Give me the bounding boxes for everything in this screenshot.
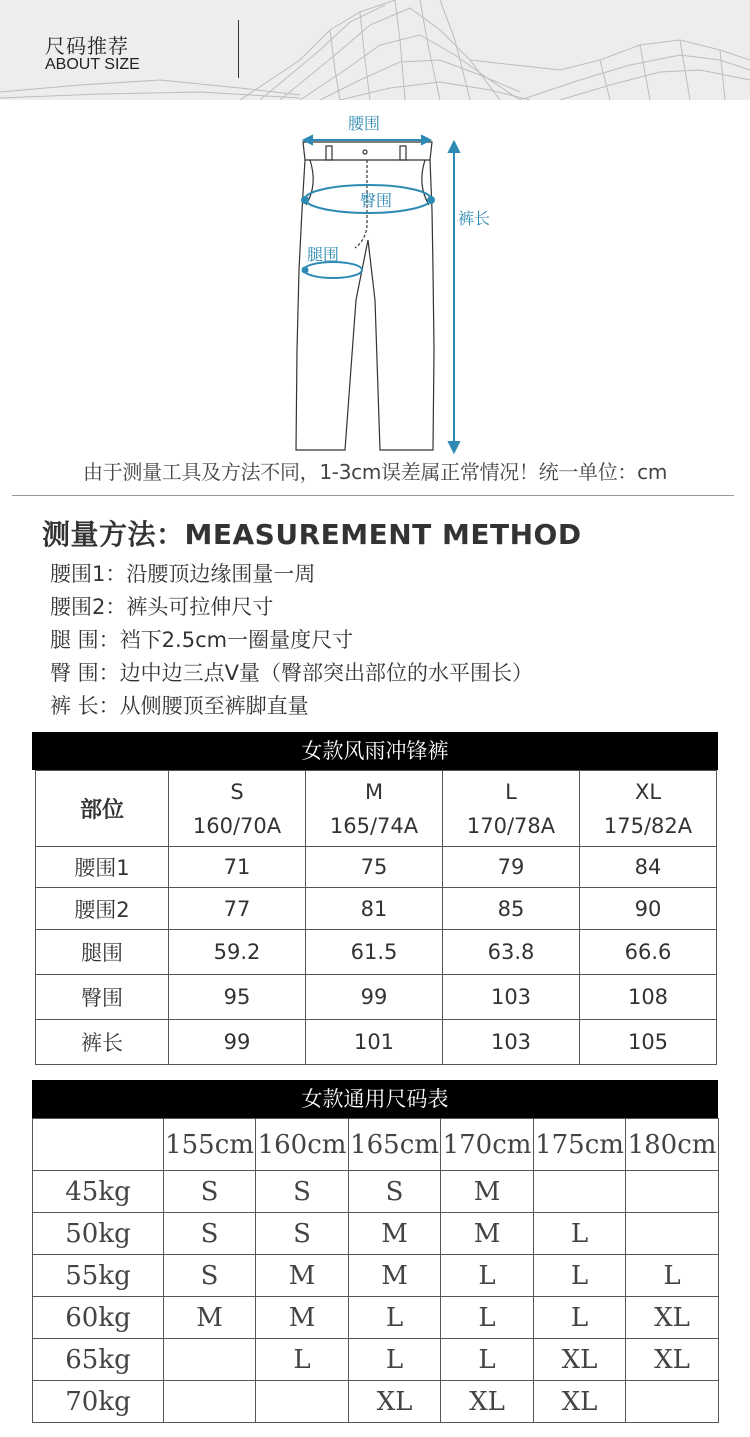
table-cell: 85	[443, 888, 580, 930]
table-cell: XL	[626, 1339, 719, 1381]
size-header	[443, 771, 580, 847]
height-header: 175cm	[534, 1119, 626, 1171]
height-header-row	[33, 1119, 719, 1171]
weight-label: 65kg	[33, 1339, 164, 1381]
row-label: 腰围1	[36, 847, 169, 888]
table-cell: M	[349, 1255, 441, 1297]
height-header: 155cm	[164, 1119, 256, 1171]
header-banner	[0, 0, 750, 100]
table-row	[33, 1171, 719, 1213]
hip-label: 臀围	[360, 191, 393, 210]
table-cell: S	[164, 1171, 256, 1213]
table-cell: S	[164, 1213, 256, 1255]
table-cell: 63.8	[443, 930, 580, 975]
table-cell: M	[256, 1297, 349, 1339]
table-row	[36, 975, 717, 1020]
table-cell	[626, 1381, 719, 1423]
table-cell: 99	[306, 975, 443, 1020]
size-header	[580, 771, 717, 847]
method-item: 裤 长：从侧腰顶至裤脚直量	[50, 694, 309, 718]
table-cell: L	[441, 1297, 534, 1339]
thigh-label: 腿围	[307, 245, 340, 264]
table-cell: 103	[443, 975, 580, 1020]
table-row	[36, 1020, 717, 1065]
table-header-row	[36, 771, 717, 847]
table-cell: L	[534, 1213, 626, 1255]
table-cell: 101	[306, 1020, 443, 1065]
table-row	[33, 1297, 719, 1339]
size-spec: 160/70A	[192, 813, 282, 838]
table-cell	[164, 1339, 256, 1381]
corner-cell	[33, 1119, 164, 1171]
pants-size-table	[35, 770, 717, 1065]
weight-label: 70kg	[33, 1381, 164, 1423]
table-cell	[626, 1171, 719, 1213]
table-cell: 77	[169, 888, 306, 930]
waist-label: 腰围	[348, 114, 381, 133]
table-cell: S	[256, 1213, 349, 1255]
row-label: 腿围	[36, 930, 169, 975]
table-cell: L	[441, 1339, 534, 1381]
table-cell: L	[626, 1255, 719, 1297]
section-title: 尺码推荐	[45, 34, 129, 58]
row-label: 裤长	[36, 1020, 169, 1065]
method-item: 腿 围：裆下2.5cm一圈量度尺寸	[50, 628, 354, 652]
divider-line	[12, 495, 734, 496]
table-row	[36, 888, 717, 930]
table-cell: XL	[349, 1381, 441, 1423]
size-header	[306, 771, 443, 847]
method-item: 腰围1：沿腰顶边缘围量一周	[50, 562, 316, 586]
method-item: 腰围2：裤头可拉伸尺寸	[50, 595, 274, 619]
size-spec: 175/82A	[603, 813, 693, 838]
table-cell	[256, 1381, 349, 1423]
weight-label: 60kg	[33, 1297, 164, 1339]
table-cell: L	[349, 1297, 441, 1339]
table-row	[33, 1339, 719, 1381]
table-cell: L	[534, 1297, 626, 1339]
corner-cell: 部位	[36, 771, 169, 847]
divider	[238, 20, 239, 78]
general-size-table	[32, 1118, 719, 1423]
method-item: 臀 围：边中边三点V量（臀部突出部位的水平围长）	[50, 661, 534, 685]
table-cell: S	[256, 1171, 349, 1213]
table-cell: L	[534, 1255, 626, 1297]
weight-label: 55kg	[33, 1255, 164, 1297]
size-spec: 165/74A	[329, 813, 419, 838]
table-cell: 105	[580, 1020, 717, 1065]
size-code: S	[230, 779, 244, 804]
table-row	[36, 847, 717, 888]
table-cell: 61.5	[306, 930, 443, 975]
height-header: 180cm	[626, 1119, 719, 1171]
table-cell: 59.2	[169, 930, 306, 975]
size-code: L	[505, 779, 517, 804]
method-list	[50, 558, 533, 723]
table-cell: L	[349, 1339, 441, 1381]
row-label: 臀围	[36, 975, 169, 1020]
size-code: XL	[634, 779, 662, 804]
table-cell: XL	[534, 1339, 626, 1381]
table-cell: S	[349, 1171, 441, 1213]
table-row	[36, 930, 717, 975]
method-title: 测量方法：MEASUREMENT METHOD	[42, 518, 582, 551]
table-cell: 103	[443, 1020, 580, 1065]
table-cell: M	[349, 1213, 441, 1255]
table-cell: XL	[441, 1381, 534, 1423]
table-cell	[534, 1171, 626, 1213]
weight-label: 45kg	[33, 1171, 164, 1213]
table-cell: 99	[169, 1020, 306, 1065]
table-cell: L	[441, 1255, 534, 1297]
weight-label: 50kg	[33, 1213, 164, 1255]
table-cell: M	[164, 1297, 256, 1339]
table-cell	[626, 1213, 719, 1255]
table-row	[33, 1255, 719, 1297]
table2-title: 女款通用尺码表	[32, 1080, 718, 1118]
height-header: 160cm	[256, 1119, 349, 1171]
pants-measurement-diagram	[0, 100, 750, 460]
table-cell: 95	[169, 975, 306, 1020]
size-code: M	[364, 779, 384, 804]
table-cell: 84	[580, 847, 717, 888]
table-row	[33, 1213, 719, 1255]
table-row	[33, 1381, 719, 1423]
table-cell: M	[441, 1171, 534, 1213]
pants-illustration	[0, 100, 750, 460]
table-cell: 79	[443, 847, 580, 888]
table-cell: L	[256, 1339, 349, 1381]
table-cell: 71	[169, 847, 306, 888]
table-cell: 90	[580, 888, 717, 930]
table-cell: XL	[626, 1297, 719, 1339]
table1-title: 女款风雨冲锋裤	[32, 732, 718, 770]
table-cell: S	[164, 1255, 256, 1297]
table-cell	[164, 1381, 256, 1423]
table-cell: 81	[306, 888, 443, 930]
table-cell: 108	[580, 975, 717, 1020]
table-cell: M	[441, 1213, 534, 1255]
table-cell: 75	[306, 847, 443, 888]
length-label: 裤长	[458, 209, 491, 228]
table-cell: 66.6	[580, 930, 717, 975]
section-subtitle: ABOUT SIZE	[45, 56, 140, 73]
table-cell: M	[256, 1255, 349, 1297]
size-spec: 170/78A	[466, 813, 556, 838]
height-header: 170cm	[441, 1119, 534, 1171]
size-header	[169, 771, 306, 847]
height-header: 165cm	[349, 1119, 441, 1171]
measurement-note: 由于测量工具及方法不同，1-3cm误差属正常情况！统一单位：cm	[82, 460, 668, 484]
table-cell: XL	[534, 1381, 626, 1423]
row-label: 腰围2	[36, 888, 169, 930]
